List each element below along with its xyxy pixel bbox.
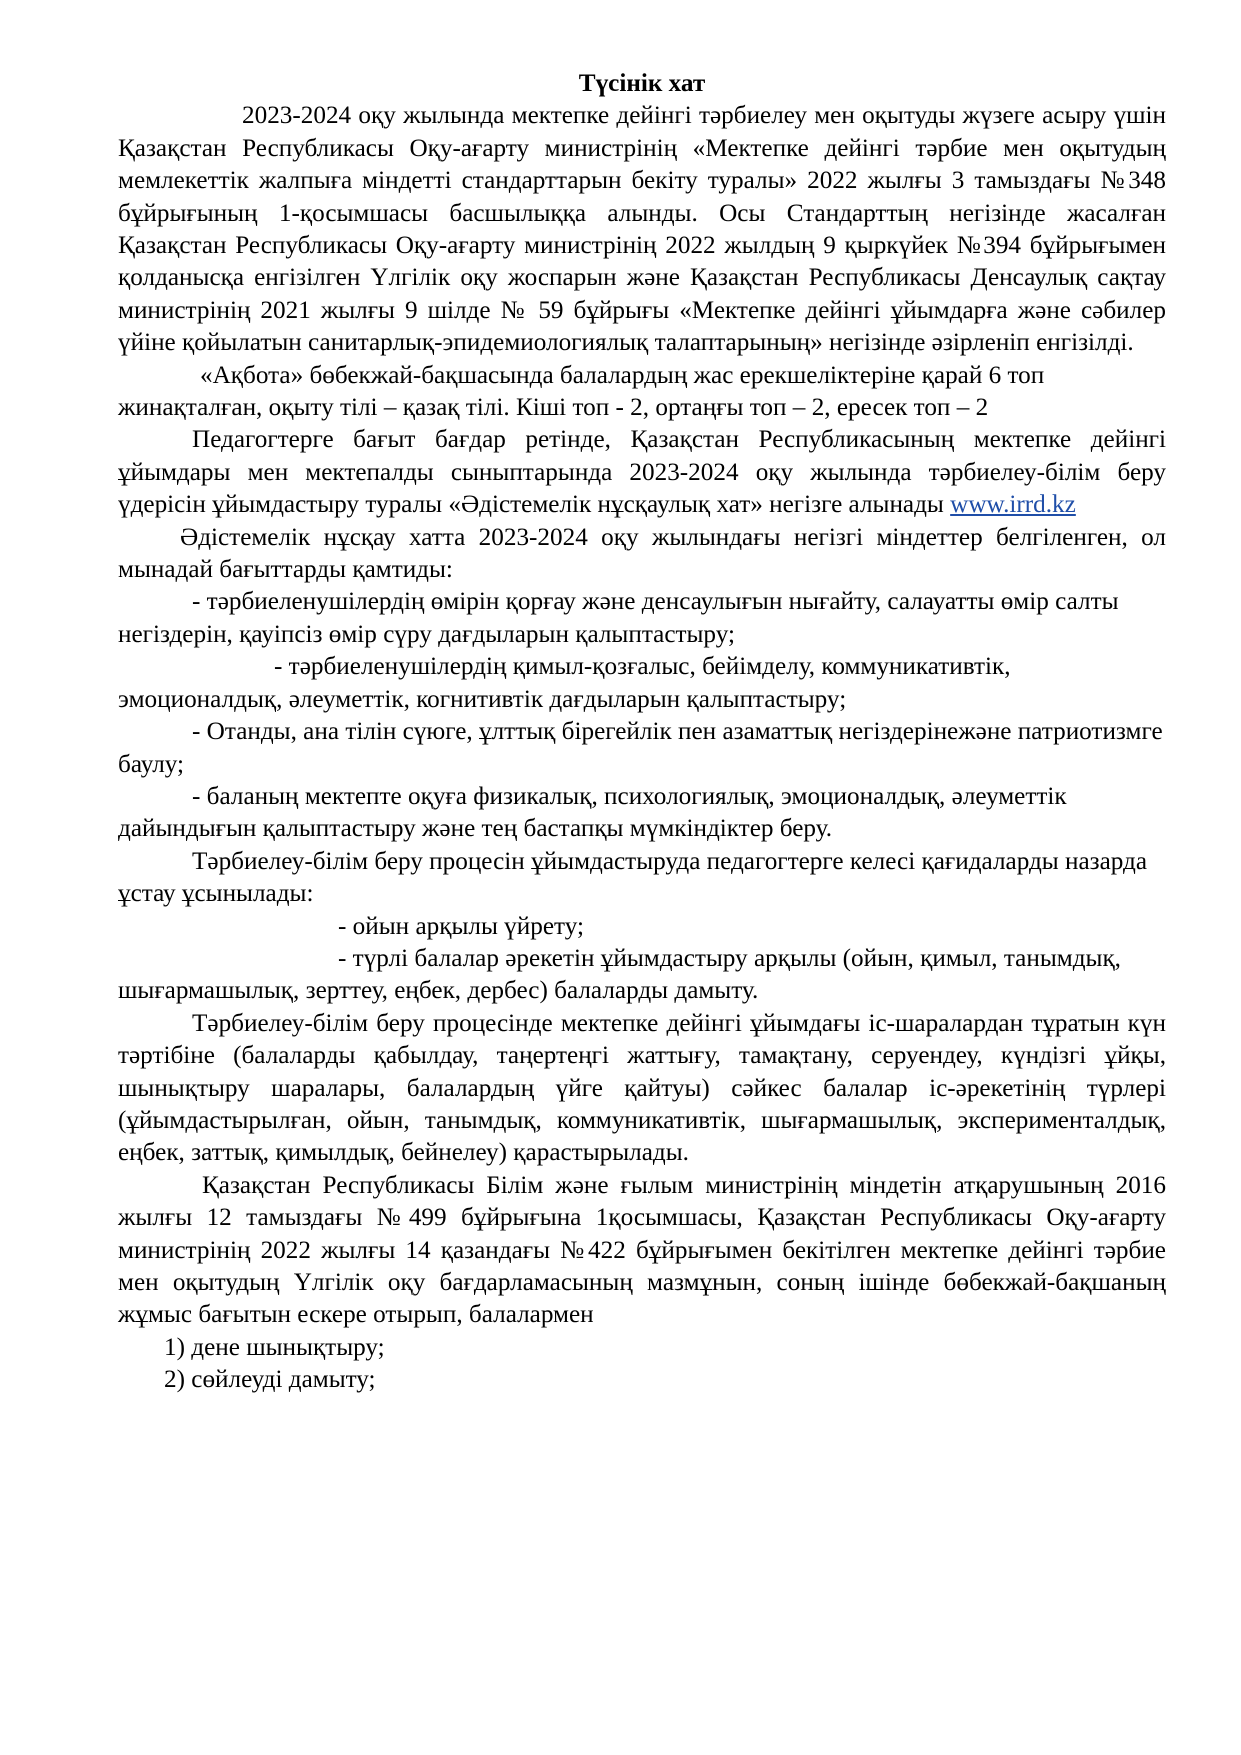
paragraph-curriculum: Қазақстан Республикасы Білім және ғылым министрінің міндетін атқарушының 2016 жылғы 12 тамыздағы №499 бұйрығына 1қосымшасы, Қазақстан Республикасы Оқу-ағарту министрінің 2022 жылғы 14 қазандағы №422 бұйрығымен бекітілген мектепке дейінгі тәрбие мен оқытудың Үлгілік оқу бағдарламасының мазмұнын, соның ішінде бөбекжай-бақшаның жұмыс бағытын ескере отырып, балалармен [118,1171,1166,1329]
paragraph-principles-intro: Тәрбиелеу-білім беру процесін ұйымдастыруда педагогтерге келесі қағидаларды назарда ұстау ұсынылады: [118,847,1148,908]
principle-item-play: - ойын арқылы үйрету; [338,912,584,940]
paragraph-methodical-letter [118,424,1166,521]
task-item-skills: - тәрбиеленушілердің қимыл-қозғалыс, бейімделу, коммуникативтік, эмоционалдық, әлеуметтік, когнитивтік дағдыларын қалыптастыру; [118,653,1011,713]
task-item-health: - тәрбиеленушілердің өмірін қорғау және денсаулығын нығайту, салауатты өмір салты негіздерін, қауіпсіз өмір сүру дағдыларын қалыптастыру; [118,588,1119,648]
irrd-link[interactable]: www.irrd.kz [950,491,1076,519]
paragraph-methodical-letter-text: Педагогтерге бағыт бағдар ретінде, Қазақстан Республикасының мектепке дейінгі ұйымдары мен мектепалды сыныптарында 2023-2024 оқу жылында тәрбиелеу-білім беру үдерісін ұйымдастыру туралы «Әдістемелік нұсқаулық хат» негізге алынады [118,426,1166,519]
paragraph-daily-routine: Тәрбиелеу-білім беру процесінде мектепке дейінгі ұйымдағы іс-шаралардан тұратын күн тәртібіне (балаларды қабылдау, таңертеңгі жаттығу, тамақтану, серуендеу, күндізгі ұйқы, шынықтыру шаралары, балалардың үйге қайтуы) сәйкес балалар іс-әрекетінің түрлері (ұйымдастырылған, ойын, танымдық, коммуникативтік, шығармашылық, эксперименталдық, еңбек, заттық, қимылдық, бейнелеу) қарастырылады. [118,1009,1166,1167]
document-page [118,68,1166,1397]
numbered-item-speech: 2) сөйлеуді дамыту; [164,1366,376,1394]
document-title: Түсінік хат [578,70,706,97]
paragraph-standards: 2023-2024 оқу жылында мектепке дейінгі тәрбиелеу мен оқытуды жүзеге асыру үшін Қазақстан Республикасы Оқу-ағарту министрінің «Мектепке дейінгі тәрбие мен оқытудың мемлекеттік жалпыға міндетті стандарттарын бекіту туралы» 2022 жылғы 3 тамыздағы №348 бұйрығының 1-қосымшасы басшылыққа алынды. Осы Стандарттың негізінде жасалған Қазақстан Республикасы Оқу-ағарту министрінің 2022 жылдың 9 қыркүйек №394 бұйрығымен қолданысқа енгізілген Үлгілік оқу жоспарын және Қазақстан Республикасы Денсаулық сақтау министрінің 2021 жылғы 9 шілде № 59 бұйрығы «Мектепке дейінгі ұйымдарға және сәбилер үйіне қойылатын санитарлық-эпидемиологиялық талаптарының» негізінде әзірленіп енгізілді. [118,102,1166,357]
paragraph-groups: «Ақбота» бөбекжай-бақшасында балалардың жас ерекшеліктеріне қарай 6 топ жинақталған, оқыту тілі – қазақ тілі. Кіші топ - 2, ортаңғы топ – 2, ересек топ – 2 [118,361,1045,422]
paragraph-tasks-intro: Әдістемелік нұсқау хатта 2023-2024 оқу жылындағы негізгі міндеттер белгіленген, ол мынадай бағыттарды қамтиды: [118,523,1166,584]
numbered-item-physical: 1) дене шынықтыру; [164,1333,385,1361]
task-item-readiness: - баланың мектепте оқуға физикалық, психологиялық, эмоционалдық, әлеуметтік дайындығын қалыптастыру және тең бастапқы мүмкіндіктер беру. [118,782,1067,843]
task-item-patriotism: - Отанды, ана тілін сүюге, ұлттық бірегейлік пен азаматтық негіздерінежәне патриотизмге баулу; [118,718,1163,778]
principle-item-activities: - түрлі балалар әрекетін ұйымдастыру арқылы (ойын, қимыл, танымдық, шығармашылық, зерттеу, еңбек, дербес) балаларды дамыту. [118,944,1121,1005]
